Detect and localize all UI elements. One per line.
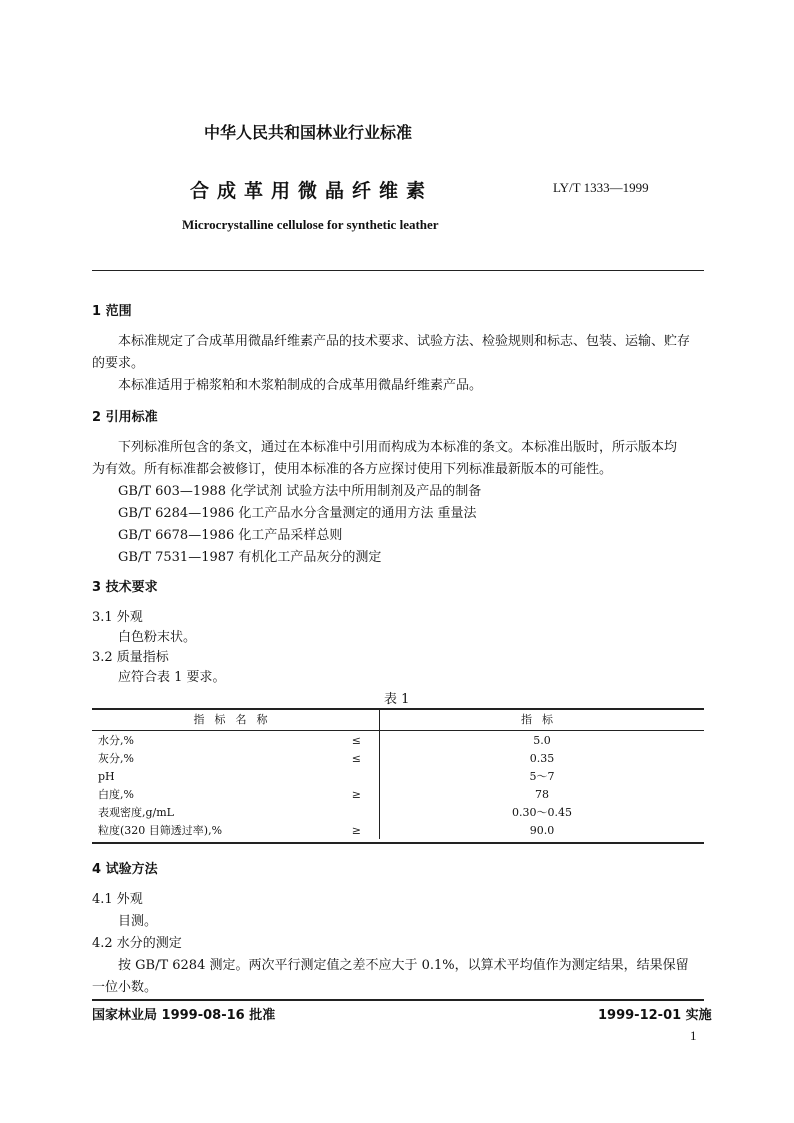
table-caption: 表 1 (384, 692, 410, 707)
table-cell-value: 78 (380, 785, 705, 803)
table-header-value: 指标 (380, 708, 705, 731)
table-cell-symbol: ≤ (351, 733, 361, 747)
table-cell-name: 水分,% (98, 734, 134, 747)
table-cell-name: 表观密度,g/mL (98, 806, 174, 819)
section-3-1-text: 白色粉末状。 (118, 630, 197, 645)
section-4-2-text-line2: 一位小数。 (92, 980, 158, 995)
table-cell-name: 灰分,% (98, 752, 134, 765)
section-3-1-heading: 3.1 外观 (92, 610, 143, 625)
table-cell-value: 0.30～0.45 (380, 803, 705, 821)
table-row (92, 731, 704, 750)
section-1-heading: 1 范围 (92, 304, 132, 319)
section-1-para1-line2: 的要求。 (92, 356, 145, 371)
standard-code: LY/T 1333—1999 (553, 180, 649, 195)
table-cell-value: 5～7 (380, 767, 705, 785)
reference-item: GB/T 7531—1987 有机化工产品灰分的测定 (118, 550, 382, 565)
reference-item: GB/T 6678—1986 化工产品采样总则 (118, 528, 343, 543)
table-cell-symbol (325, 767, 380, 785)
table-cell-value: 5.0 (380, 731, 705, 750)
reference-item: GB/T 603—1988 化学试剂 试验方法中所用制剂及产品的制备 (118, 484, 482, 499)
table-row (92, 749, 704, 767)
table-cell-symbol (325, 803, 380, 821)
table-cell-name: 白度,% (98, 788, 134, 801)
table-cell-name: pH (98, 769, 115, 783)
table-header-name: 指标名称 (92, 708, 380, 731)
table-cell-symbol: ≥ (351, 787, 361, 801)
approval-line: 国家林业局 1999-08-16 批准 (92, 1008, 276, 1023)
table-cell-value: 0.35 (380, 749, 705, 767)
footer-divider (92, 999, 704, 1001)
table-cell-symbol: ≤ (351, 751, 361, 765)
document-title-cn: 合成革用微晶纤维素 (190, 180, 434, 202)
table-row (92, 767, 704, 785)
section-4-2-text-line1: 按 GB/T 6284 测定。两次平行测定值之差不应大于 0.1%，以算术平均值作为测定结果，结果保留 (118, 958, 689, 973)
table-header-row (92, 708, 704, 731)
section-1-para2: 本标准适用于棉浆粕和木浆粕制成的合成革用微晶纤维素产品。 (118, 378, 483, 393)
page-number: 1 (690, 1028, 697, 1043)
issuing-body-line: 中华人民共和国林业行业标准 (204, 123, 413, 142)
reference-item: GB/T 6284—1986 化工产品水分含量测定的通用方法 重量法 (118, 506, 477, 521)
quality-spec-table (92, 708, 704, 839)
section-4-heading: 4 试验方法 (92, 862, 158, 877)
header-divider (92, 270, 704, 271)
section-3-2-heading: 3.2 质量指标 (92, 650, 169, 665)
section-3-2-text: 应符合表 1 要求。 (118, 670, 226, 685)
table-row (92, 785, 704, 803)
section-2-para-line1: 下列标准所包含的条文，通过在本标准中引用而构成为本标准的条文。本标准出版时，所示版本均 (118, 440, 678, 455)
table-cell-value: 90.0 (380, 821, 705, 839)
table-cell-name: 粒度(320 目筛透过率),% (98, 824, 223, 837)
effective-line: 1999-12-01 实施 (598, 1008, 712, 1023)
table-row (92, 803, 704, 821)
table-cell-symbol: ≥ (351, 823, 361, 837)
section-4-1-heading: 4.1 外观 (92, 892, 143, 907)
document-title-en: Microcrystalline cellulose for synthetic leather (182, 217, 439, 232)
table-row (92, 821, 704, 839)
section-2-para-line2: 为有效。所有标准都会被修订，使用本标准的各方应探讨使用下列标准最新版本的可能性。 (92, 462, 613, 477)
section-4-1-text: 目测。 (118, 914, 158, 929)
section-4-2-heading: 4.2 水分的测定 (92, 936, 182, 951)
section-1-para1-line1: 本标准规定了合成革用微晶纤维素产品的技术要求、试验方法、检验规则和标志、包装、运输、贮存 (118, 334, 691, 349)
section-3-heading: 3 技术要求 (92, 580, 158, 595)
section-2-heading: 2 引用标准 (92, 410, 158, 425)
